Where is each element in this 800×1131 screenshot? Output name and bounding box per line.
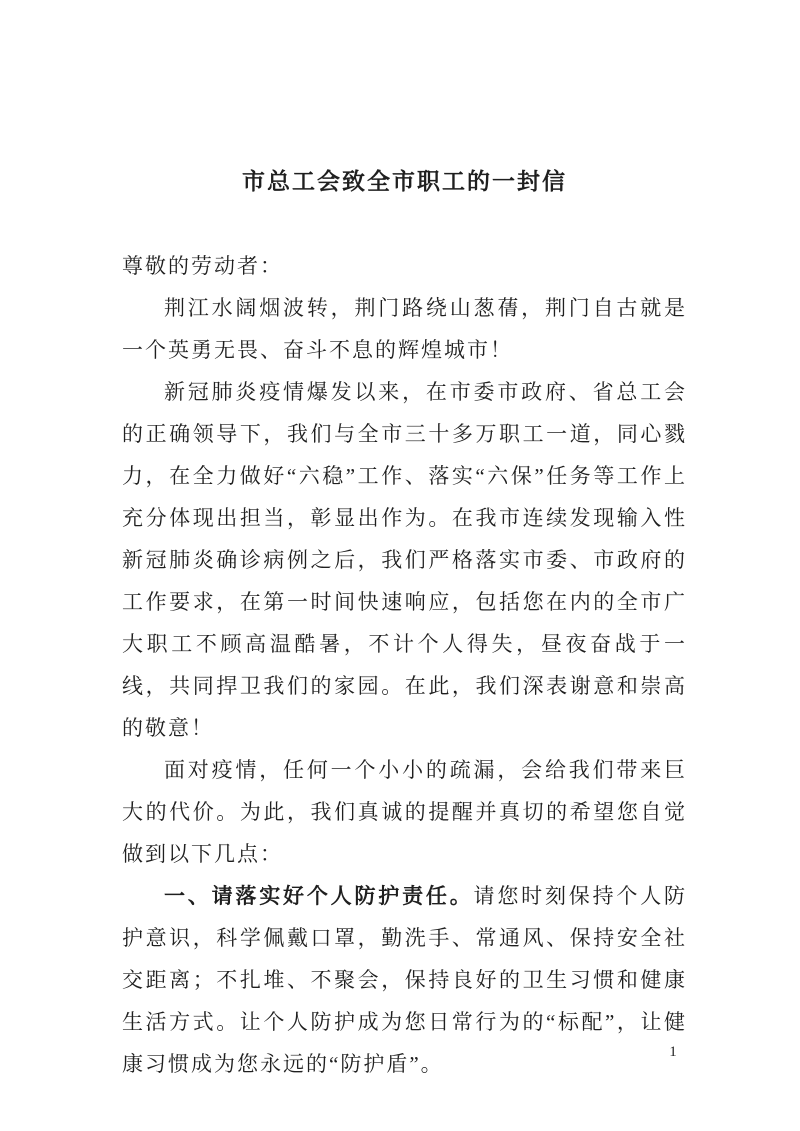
document-body: [122, 167, 687, 1085]
paragraph-item-one: [122, 875, 687, 1085]
salutation: 尊敬的劳动者：: [122, 254, 283, 278]
paragraph-intro: 荆江水阔烟波转，荆门路绕山葱蒨，荆门自古就是一个英勇无畏、奋斗不息的辉煌城市！: [122, 296, 687, 362]
paragraph-item-one-text: 请您时刻保持个人防护意识，科学佩戴口罩，勤洗手、常通风、保持安全社交距离；不扎堆、不聚会，保持良好的卫生习惯和健康生活方式。让个人防护成为您日常行为的“标配”，让健康习惯成为您永远的“防护盾”。: [122, 884, 688, 1076]
paragraph-epidemic-response: 新冠肺炎疫情爆发以来，在市委市政府、省总工会的正确领导下，我们与全市三十多万职工一道，同心戮力，在全力做好“六稳”工作、落实“六保”任务等工作上充分体现出担当，彰显出作为。在我市连续发现输入性新冠肺炎确诊病例之后，我们严格落实市委、市政府的工作要求，在第一时间快速响应，包括您在内的全市广大职工不顾高温酷暑，不计个人得失，昼夜奋战于一线，共同捍卫我们的家园。在此，我们深表谢意和崇高的敬意！: [122, 380, 687, 740]
paragraph-reminder: 面对疫情，任何一个小小的疏漏，会给我们带来巨大的代价。为此，我们真诚的提醒并真切的希望您自觉做到以下几点：: [122, 758, 687, 866]
page-number: 1: [669, 1044, 677, 1060]
paragraph-item-one-lead: 一、请落实好个人防护责任。: [164, 884, 474, 908]
page-title: 市总工会致全市职工的一封信: [242, 169, 567, 194]
